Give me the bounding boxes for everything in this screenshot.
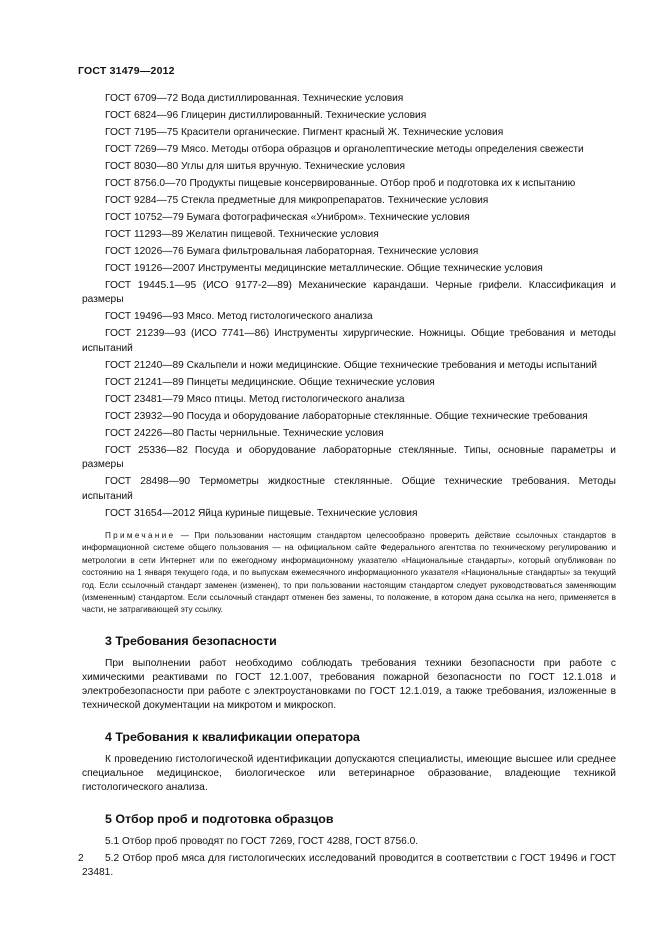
section-title: 4 Требования к квалификации оператора	[105, 729, 360, 744]
note-text: — При пользовании настоящим стандартом целесообразно проверить действие ссылочных стандартов в информационной системе общего пользования — на официальном сайте Федерального агентства по техническому регулированию и метрологии в сети Интернет или по ежегодному информационному указателю «Национальные стандарты», который опубликован по состоянию на 1 января текущего года, и по выпускам ежемесячного информационного указателя «Национальные стандарты» за текущий год. Если ссылочный стандарт заменен (изменен), то при пользовании настоящим стандартом следует руководствоваться заменяющим (измененным) стандартом. Если ссылочный стандарт отменен без замены, то положение, в котором дана ссылка на него, применяется в части, не затрагивающей эту ссылку.	[82, 531, 616, 615]
reference-item: ГОСТ 12026—76 Бумага фильтровальная лабораторная. Технические условия	[105, 246, 479, 257]
reference-list	[82, 92, 616, 521]
section-title: 3 Требования безопасности	[105, 633, 277, 648]
section-5	[82, 812, 616, 880]
reference-item: ГОСТ 19445.1—95 (ИСО 9177-2—89) Механические карандаши. Черные грифели. Классификация и размеры	[82, 280, 616, 306]
section-title: 5 Отбор проб и подготовка образцов	[105, 811, 334, 826]
reference-item: ГОСТ 6709—72 Вода дистиллированная. Технические условия	[105, 93, 404, 104]
reference-item: ГОСТ 25336—82 Посуда и оборудование лабораторные стеклянные. Типы, основные параметры и размеры	[82, 444, 616, 471]
reference-item: ГОСТ 6824—96 Глицерин дистиллированный. Технические условия	[105, 110, 427, 121]
reference-item: ГОСТ 21239—93 (ИСО 7741—86) Инструменты хирургические. Ножницы. Общие требования и методы испытаний	[82, 328, 616, 354]
reference-item: ГОСТ 10752—79 Бумага фотографическая «Унибром». Технические условия	[105, 212, 470, 223]
reference-item: ГОСТ 7269—79 Мясо. Методы отбора образцов и органолептические методы определения свежести	[105, 144, 584, 155]
running-header: ГОСТ 31479—2012	[78, 65, 175, 77]
reference-item: ГОСТ 23932—90 Посуда и оборудование лабораторные стеклянные. Общие технические требования	[105, 410, 588, 422]
section-3	[82, 634, 616, 713]
page-number: 2	[78, 853, 84, 864]
reference-item: ГОСТ 9284—75 Стекла предметные для микропрепаратов. Технические условия	[105, 195, 489, 206]
reference-item: ГОСТ 21240—89 Скальпели и ножи медицинские. Общие технические требования и методы испытаний	[105, 359, 597, 371]
reference-item: ГОСТ 11293—89 Желатин пищевой. Технические условия	[105, 229, 379, 240]
reference-item: ГОСТ 24226—80 Пасты чернильные. Технические условия	[105, 427, 384, 439]
reference-item: ГОСТ 23481—79 Мясо птицы. Метод гистологического анализа	[105, 393, 405, 405]
section-paragraph: 5.2 Отбор проб мяса для гистологических исследований проводится в соответствии с ГОСТ 19496 и ГОСТ 23481.	[82, 852, 616, 878]
section-paragraph: 5.1 Отбор проб проводят по ГОСТ 7269, ГОСТ 4288, ГОСТ 8756.0.	[105, 835, 419, 847]
section-4	[82, 730, 616, 795]
reference-item: ГОСТ 28498—90 Термометры жидкостные стеклянные. Общие технические требования. Методы испытаний	[82, 476, 616, 502]
reference-item: ГОСТ 19496—93 Мясо. Метод гистологического анализа	[105, 311, 373, 323]
section-paragraph: При выполнении работ необходимо соблюдать требования техники безопасности при работе с химическими реактивами по ГОСТ 12.1.007, требования пожарной безопасности по ГОСТ 12.1.018 и электробезопасности при работе с электроустановками по ГОСТ 12.1.019, а также требования, изложенные в технической документации на микротом и микроскоп.	[82, 657, 616, 711]
reference-item: ГОСТ 8756.0—70 Продукты пищевые консервированные. Отбор проб и подготовка их к испытанию	[105, 178, 576, 189]
reference-item: ГОСТ 19126—2007 Инструменты медицинские металлические. Общие технические условия	[105, 263, 543, 274]
note-lead: Примечание	[105, 531, 176, 541]
section-paragraph: К проведению гистологической идентификации допускаются специалисты, имеющие высшее или среднее специальное медицинское, биологическое или ветеринарное образование, владеющие техникой гистологического анализа.	[82, 753, 616, 793]
reference-item: ГОСТ 7195—75 Красители органические. Пигмент красный Ж. Технические условия	[105, 127, 504, 138]
reference-item: ГОСТ 21241—89 Пинцеты медицинские. Общие технические условия	[105, 376, 435, 388]
reference-item: ГОСТ 31654—2012 Яйца куриные пищевые. Технические условия	[105, 507, 418, 519]
reference-note	[82, 530, 616, 617]
document-body	[82, 92, 616, 883]
reference-item: ГОСТ 8030—80 Углы для шитья вручную. Технические условия	[105, 161, 405, 172]
